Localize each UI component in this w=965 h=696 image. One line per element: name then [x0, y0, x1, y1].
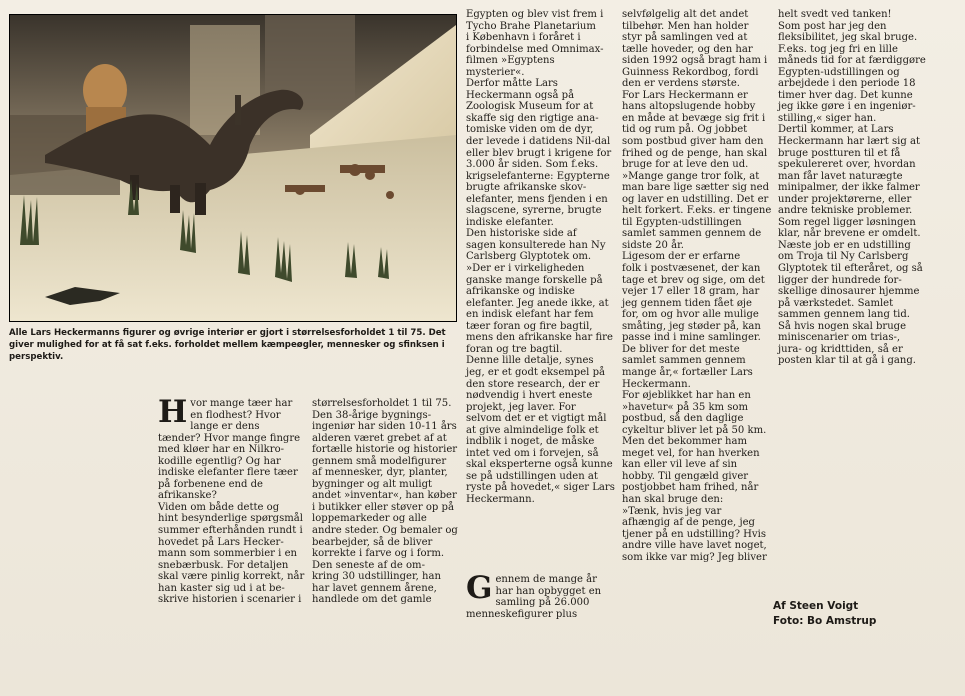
text-line: korrekte i farve og i form. [312, 548, 445, 560]
text-line: man bare lige sætter sig ned [622, 182, 769, 194]
text-line: passe ind i mine samlinger. [622, 332, 761, 344]
text-line: frihed og de penge, han skal [622, 147, 768, 159]
text-line: samlet sammen gennem de [622, 228, 762, 240]
dropcap-g: G [466, 570, 493, 606]
text-line: der levede i datidens Nil-dal [466, 136, 611, 148]
text-line: postjobbet ham frihed, når [622, 482, 759, 494]
text-line: Heckermann. [622, 378, 691, 390]
text-line: samlet sammen gennem [622, 355, 746, 367]
text-line: ingeniør har siden 10-11 års [312, 421, 457, 433]
text-line: se på udstillingen uden at [466, 470, 598, 482]
text-line: spekulereret over, hvordan [778, 159, 916, 171]
text-line: jeg ikke gøre i en ingeniør- [778, 101, 916, 113]
text-line: den store research, der er [466, 378, 600, 390]
text-line: hint besynderlige spørgsmål [158, 513, 303, 525]
text-line: tomiske viden om de dyr, [466, 124, 594, 136]
text-line: stilling,« siger han. [778, 112, 877, 124]
text-line: en indisk elefant har fem [466, 309, 594, 321]
text-line: indiske elefanter. [466, 216, 554, 228]
text-line: krigselefanterne: Egypterne [466, 170, 610, 182]
article-column-2 [312, 398, 460, 606]
text-line: intet ved om i forvejen, så [466, 447, 599, 459]
text-line: tilbehør. Men han holder [622, 20, 749, 32]
article-column-3 [466, 9, 616, 506]
text-line: Zoologisk Museum for at [466, 101, 594, 113]
text-line: i butikker eller støver op på [312, 501, 454, 513]
article-column-3-section [466, 570, 616, 620]
text-line: man får lavet naturægte [778, 170, 903, 182]
text-line: Viden om både dette og [158, 501, 280, 513]
text-line: Egypten-udstillingen og [778, 66, 900, 78]
text-line: klar, når brevene er omdelt. [778, 228, 921, 240]
text-line: foran og tre bagtil. [466, 343, 563, 355]
text-line: samling på 26.000 [495, 597, 590, 609]
text-line: Den seneste af de om- [312, 559, 425, 571]
text-line: en måde at bevæge sig frit i [622, 112, 766, 124]
text-line: »Der er i virkeligheden [466, 263, 585, 275]
text-line: bruge postturen til et få [778, 147, 901, 159]
text-line: Ligesom der er erfarne [622, 251, 741, 263]
text-line: minipalmer, der ikke falmer [778, 182, 920, 194]
dropcap-h: H [158, 394, 188, 430]
text-line: andre ville have lavet noget, [622, 540, 767, 552]
text-line: fortælle historie og historier [312, 444, 458, 456]
text-line: afrikanske og indiske [466, 286, 575, 298]
text-line: postbud, så den daglige [622, 413, 744, 425]
text-line: mann som sommerbier i en [158, 548, 297, 560]
text-line: For Lars Heckermann er [622, 89, 748, 101]
text-line: folk i postvæsenet, der kan [622, 263, 761, 275]
text-line: Heckermann har lært sig at [778, 136, 920, 148]
text-line: miniscenarier om trias-, [778, 332, 901, 344]
text-line: mange år,« fortæller Lars [622, 366, 753, 378]
text-line: skal være pinlig korrekt, når [158, 571, 305, 583]
text-line: den er verdens største. [622, 78, 740, 90]
text-line: ligger der hundrede for- [778, 274, 902, 286]
text-line: sidste 20 år. [622, 239, 684, 251]
text-line: tælle hoveder, og den har [622, 43, 753, 55]
text-line: mysterier«. [466, 66, 525, 78]
text-line: Glyptotek til efteråret, og så [778, 263, 923, 275]
text-line: filmen »Egyptens [466, 55, 555, 67]
text-line: projekt, jeg laver. For [466, 401, 576, 413]
text-line: skaffe sig den rigtige ana- [466, 112, 599, 124]
text-line: For øjeblikket har han en [622, 390, 751, 402]
text-line: om Troja til Ny Carlsberg [778, 251, 909, 263]
text-line: helt forkert. F.eks. er tingene [622, 205, 772, 217]
text-line: »Mange gange tror folk, at [622, 170, 760, 182]
text-line: tæer foran og fire bagtil, [466, 320, 593, 332]
text-line: på værkstedet. Samlet [778, 297, 894, 309]
text-line: at give almindelige folk et [466, 424, 599, 436]
text-line: meget vel, for han hverken [622, 447, 760, 459]
text-line: indblik i noget, de måske [466, 436, 595, 448]
text-line: Tycho Brahe Planetarium [466, 20, 596, 32]
text-line: tage et brev og sige, om det [622, 274, 765, 286]
text-line: tid og rum på. Og jobbet [622, 124, 748, 136]
text-line: andre steder. Og bemaler og [312, 525, 458, 537]
text-line: F.eks. tog jeg fri en lille [778, 43, 898, 55]
text-line: Den 38-årige bygnings- [312, 409, 432, 421]
text-line: til Egypten-udstillingen [622, 216, 742, 228]
text-line: Den historiske side af [466, 228, 577, 240]
text-line: forbindelse med Omnimax- [466, 43, 604, 55]
text-line: indiske elefanter flere tæer [158, 467, 298, 479]
text-line: sagen konsulterede han Ny [466, 239, 606, 251]
text-line: Heckermann. [466, 493, 535, 505]
text-line: kodille egentlig? Og har [158, 455, 281, 467]
text-line: skal eksperterne også kunne [466, 459, 613, 471]
text-line: Som post har jeg den [778, 20, 887, 32]
text-line: De bliver for det meste [622, 343, 740, 355]
text-line: summer efterhånden rundt i [158, 525, 303, 537]
text-line: Dertil kommer, at Lars [778, 124, 894, 136]
text-line: sammen gennem lang tid. [778, 309, 910, 321]
text-line: under projektørerne, eller [778, 193, 912, 205]
photo-caption [9, 327, 455, 363]
text-line: timer hver dag. Det kunne [778, 89, 913, 101]
text-line: elefanter. Jeg anede ikke, at [466, 297, 609, 309]
text-line: menneskefigurer plus [466, 608, 578, 620]
text-line: styr på samlingen ved at [622, 32, 748, 44]
text-line: jura- og kridttiden, så er [778, 343, 903, 355]
text-line: Men det bekommer ham [622, 436, 748, 448]
text-line: alderen været grebet af at [312, 432, 447, 444]
text-line: gennem små modelfigurer [312, 455, 447, 467]
text-line: lange er dens [190, 421, 260, 433]
text-line: med kløer har en Nilkro- [158, 444, 285, 456]
text-line: kan eller vil leve af sin [622, 459, 738, 471]
text-line: 3.000 år siden. Som f.eks. [466, 159, 599, 171]
text-line: bruge for at leve den ud. [622, 159, 749, 171]
text-line: ennem de mange år [495, 574, 597, 585]
text-line: ganske mange forskelle på [466, 274, 603, 286]
text-line: Denne lille detalje, synes [466, 355, 594, 367]
text-line: afhængig af de penge, jeg [622, 517, 755, 529]
text-line: siden 1992 også bragt ham i [622, 55, 768, 67]
text-line: elefanter, mens fjenden i en [466, 193, 608, 205]
text-line: Så hvis nogen skal bruge [778, 320, 907, 332]
text-line: for, om og hvor alle mulige [622, 309, 759, 321]
text-line: som ikke var mig? Jeg bliver [622, 551, 767, 563]
caption-line: mulighed for at få sat f.eks. forholdet mellem kæmpeøgler, mennesker og sfinksen i perspektiv. [9, 340, 445, 362]
text-line: andet »inventar«, han køber [312, 490, 457, 502]
text-line: han kaster sig ud i at be- [158, 582, 285, 594]
text-line: Næste job er en udstilling [778, 239, 911, 251]
text-line: småting, jeg støder på, kan [622, 320, 761, 332]
text-line: jeg, er et godt eksempel på [466, 366, 606, 378]
text-line: i København i foråret i [466, 32, 581, 44]
text-line: tænder? Hvor mange fingre [158, 432, 301, 444]
text-line: posten klar til at gå i gang. [778, 355, 916, 367]
article-column-1 [158, 394, 305, 606]
text-line: vor mange tæer har [190, 398, 293, 409]
text-line: nødvendig i hvert eneste [466, 390, 593, 402]
text-line: vejer 17 eller 18 gram, har [622, 286, 760, 298]
photo-credit: Foto: Bo Amstrup [773, 615, 877, 627]
text-line: hobby. Til gengæld giver [622, 470, 749, 482]
text-line: snebærbusk. For detaljen [158, 559, 289, 571]
text-line: jeg gennem tiden fået øje [622, 297, 752, 309]
text-line: og laver en udstilling. Det er [622, 193, 769, 205]
text-line: bearbejder, så de bliver [312, 536, 433, 548]
text-line: Guinness Rekordbog, fordi [622, 66, 759, 78]
text-line: andre tekniske problemer. [778, 205, 913, 217]
text-line: ryste på hovedet,« siger Lars [466, 482, 615, 494]
article-photo [9, 14, 457, 322]
text-line: har han opbygget en [495, 585, 602, 597]
text-line: afrikanske? [158, 490, 217, 502]
text-line: bygninger og alt muligt [312, 478, 433, 490]
diorama-image [10, 15, 456, 321]
text-line: arbejdede i den periode 18 [778, 78, 916, 90]
text-line: »havetur« på 35 km som [622, 401, 749, 413]
text-line: helt svedt ved tanken! [778, 9, 892, 20]
article-column-4 [622, 9, 772, 563]
text-line: en flodhest? Hvor [190, 409, 281, 421]
text-line: kring 30 udstillinger, han [312, 571, 441, 583]
text-line: størrelsesforholdet 1 til 75. [312, 398, 452, 409]
text-line: selvfølgelig alt det andet [622, 9, 749, 20]
text-line: handlede om det gamle [312, 594, 432, 606]
text-line: tjener på en udstilling? Hvis [622, 528, 766, 540]
text-line: på forbenene end de [158, 478, 264, 490]
text-line: »Tænk, hvis jeg var [622, 505, 722, 517]
text-line: selvom det er et vigtigt mål [466, 413, 607, 425]
text-line: brugte afrikanske skov- [466, 182, 587, 194]
text-line: hovedet på Lars Hecker- [158, 536, 284, 548]
text-line: Heckermann også på [466, 89, 575, 101]
text-line: eller blev brugt i krigene for [466, 147, 612, 159]
text-line: skrive historien i scenarier i [158, 594, 302, 606]
text-line: slagscene, syrerne, brugte [466, 205, 602, 217]
article-column-5 [778, 9, 928, 367]
text-line: Derfor måtte Lars [466, 78, 558, 90]
text-line: måneds tid for at færdiggøre [778, 55, 926, 67]
text-line: har lavet gennem årene, [312, 582, 437, 594]
text-line: skellige dinosaurer hjemme [778, 286, 920, 298]
text-line: han skal bruge den: [622, 493, 724, 505]
text-line: fleksibilitet, jeg skal bruge. [778, 32, 918, 44]
text-line: Egypten og blev vist frem i [466, 9, 604, 20]
text-line: som postbud giver ham den [622, 136, 764, 148]
caption-line: Alle Lars Heckermanns figurer og øvrige interiør er gjort i størrelsesforholdet 1 til 75. Det giver [9, 328, 446, 350]
text-line: loppemarkeder og alle [312, 513, 427, 525]
text-line: mens den afrikanske har fire [466, 332, 613, 344]
text-line: af mennesker, dyr, planter, [312, 467, 448, 479]
text-line: Som regel ligger løsningen [778, 216, 916, 228]
text-line: Carlsberg Glyptotek om. [466, 251, 592, 263]
text-line: hans altopslugende hobby [622, 101, 756, 113]
author-credit: Af Steen Voigt [773, 600, 859, 612]
byline [773, 599, 876, 629]
text-line: cykeltur bliver let på 50 km. [622, 424, 767, 436]
